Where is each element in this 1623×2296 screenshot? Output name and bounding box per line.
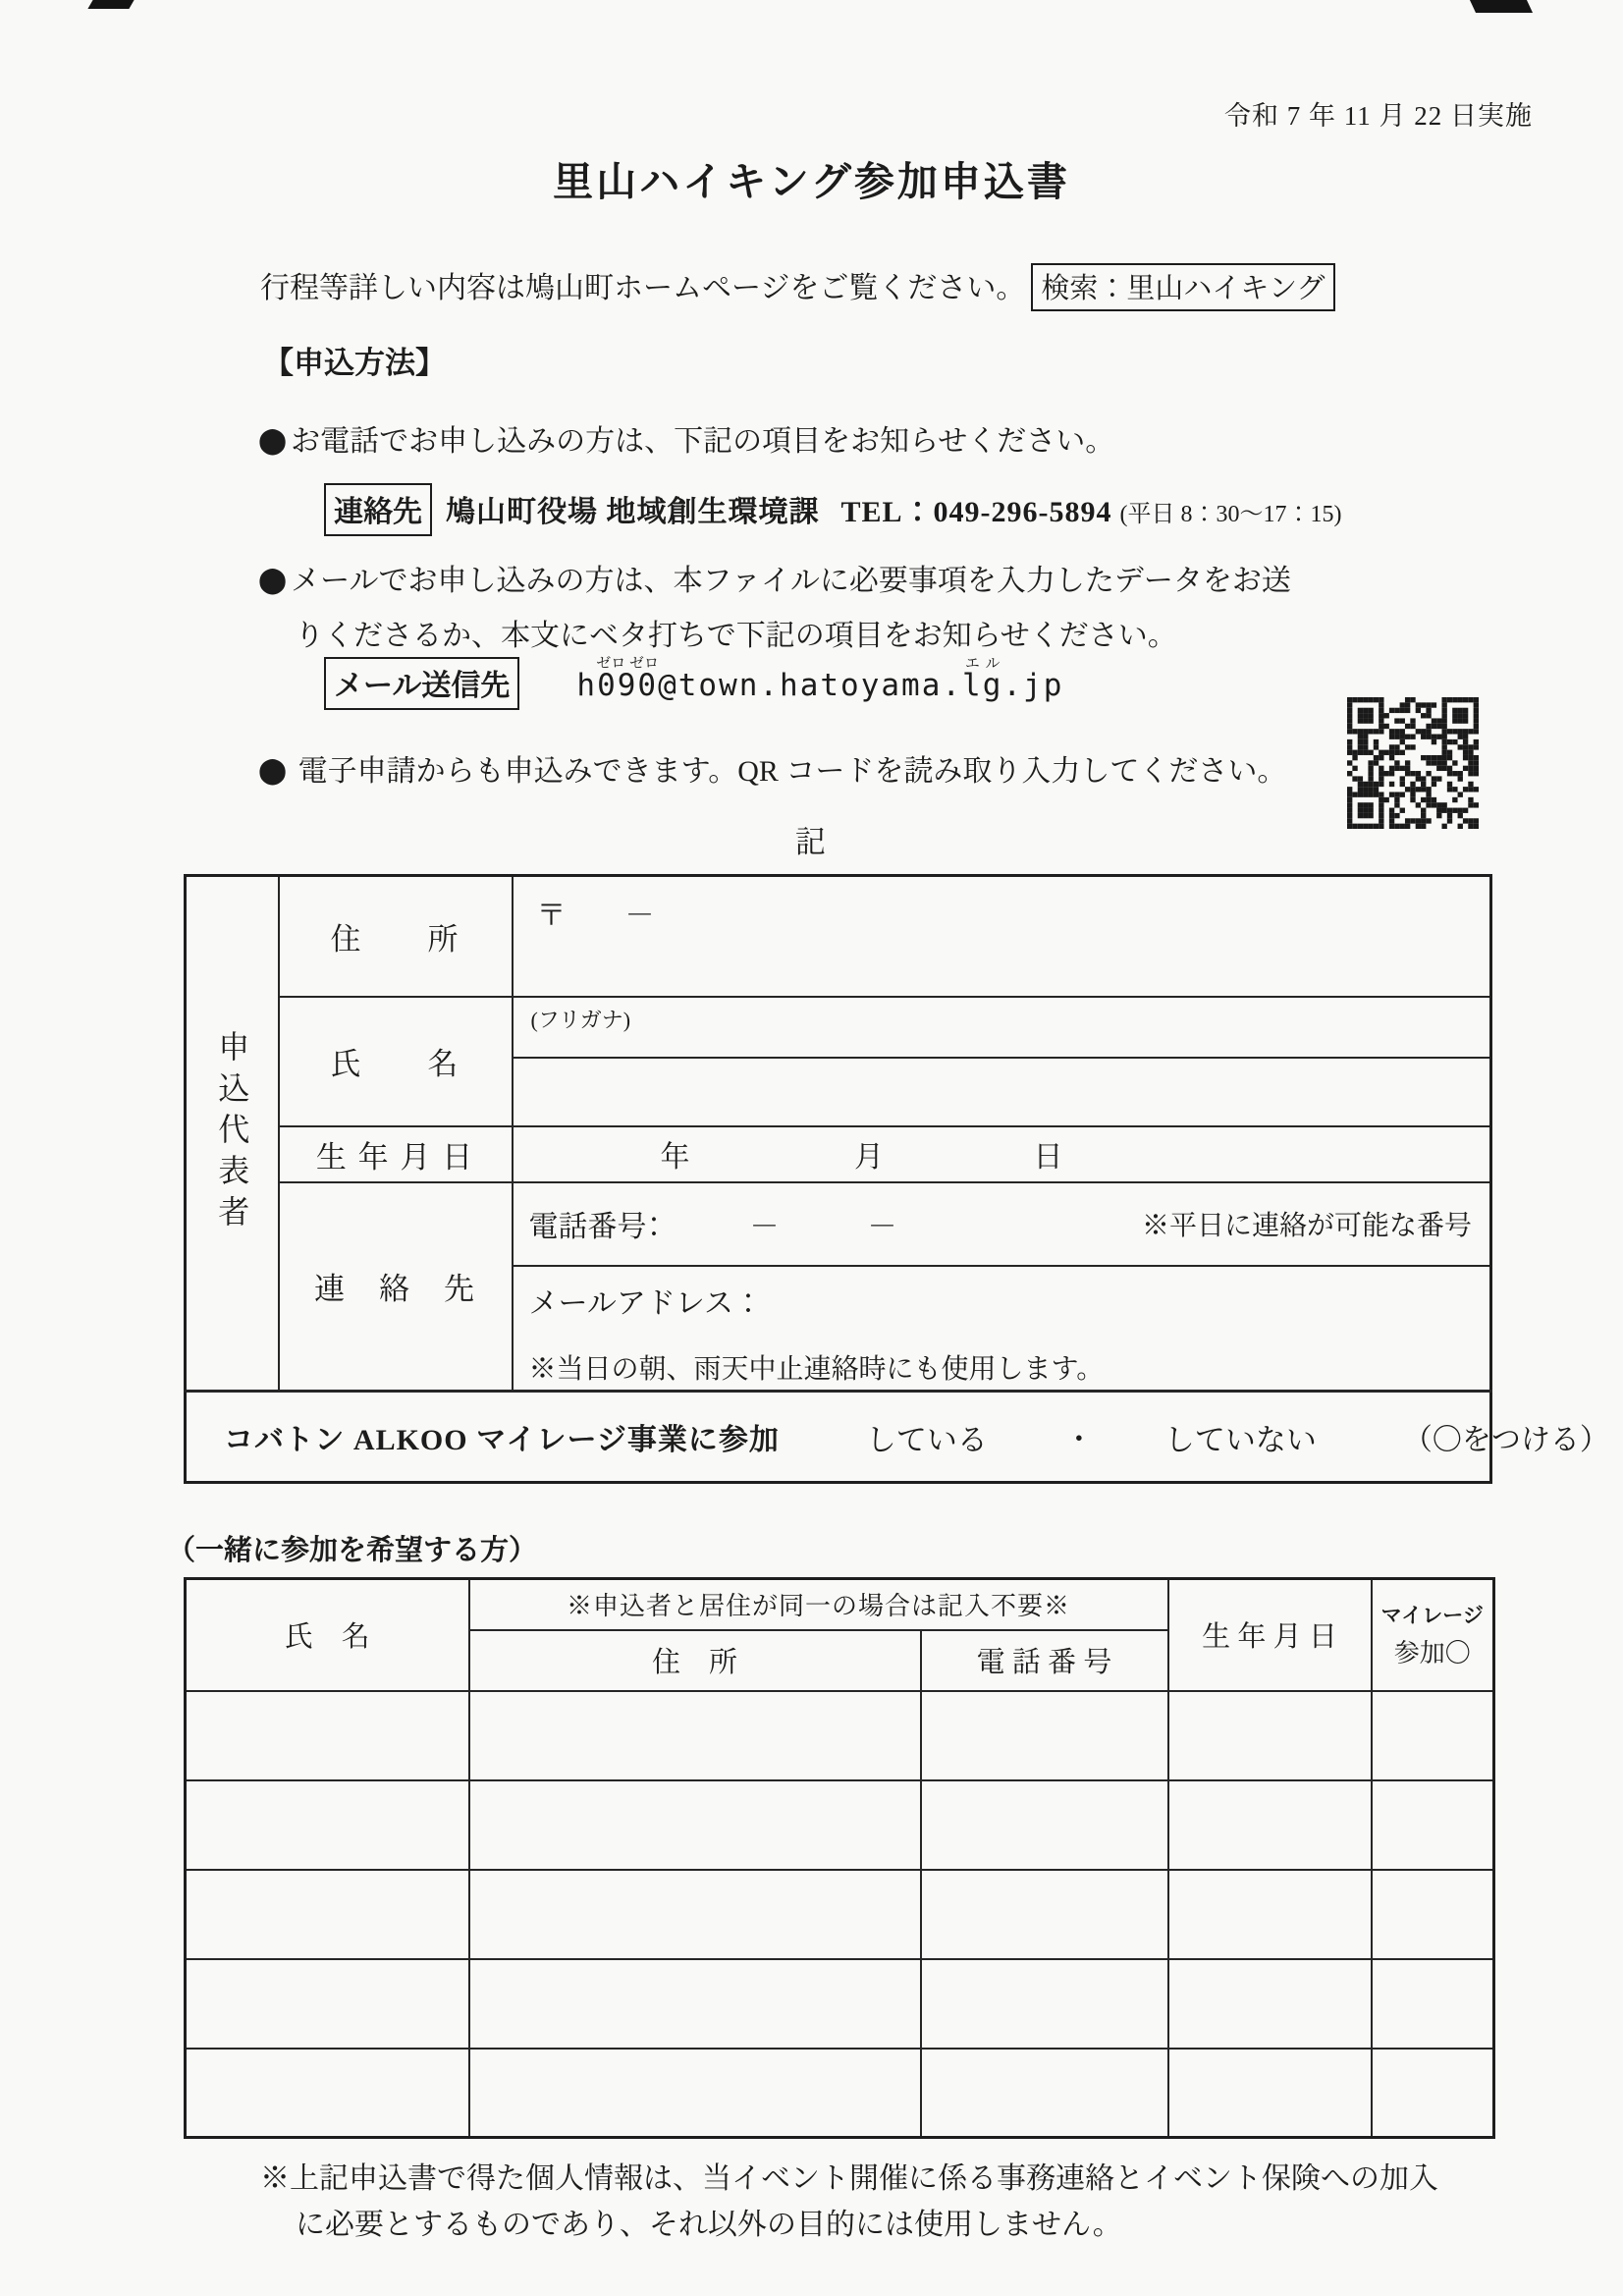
mail-destination-label-box: メール送信先 bbox=[324, 657, 519, 710]
scan-artifact bbox=[1470, 0, 1533, 13]
event-date-note: 令和 7 年 11 月 22 日実施 bbox=[1224, 101, 1533, 131]
companion-name-header: 氏 名 bbox=[186, 1579, 469, 1691]
contact-info-line bbox=[324, 483, 1342, 536]
companion-empty-cell bbox=[186, 1691, 469, 1780]
contact-label-box: 連絡先 bbox=[324, 483, 432, 536]
companion-row bbox=[186, 1959, 1494, 2049]
year-unit: 年 bbox=[660, 1141, 690, 1174]
scan-artifact bbox=[87, 0, 134, 9]
furigana-l: エル bbox=[962, 656, 1003, 672]
circle-instruction: （〇をつける） bbox=[1402, 1424, 1609, 1456]
email-input-area bbox=[513, 1266, 1491, 1392]
eapply-bullet: ⬤ 電子申請からも申込みできます。QR コードを読み取り入力してください。 bbox=[258, 755, 1287, 788]
phone-note: ※平日に連絡が可能な番号 bbox=[1141, 1211, 1472, 1241]
intro-text: 行程等詳しい内容は鳩山町ホームページをご覧ください。 bbox=[260, 272, 1026, 304]
same-residence-note-header: ※申込者と居住が同一の場合は記入不要※ bbox=[469, 1579, 1168, 1630]
companion-empty-cell bbox=[469, 1691, 921, 1780]
page-title: 里山ハイキング参加申込書 bbox=[553, 159, 1070, 204]
companion-empty-cell bbox=[469, 2049, 921, 2138]
companion-empty-cell bbox=[921, 1780, 1168, 1870]
name-label: 氏 名 bbox=[279, 997, 513, 1126]
day-unit: 日 bbox=[1033, 1141, 1063, 1174]
mileage-program-label: コバトン ALKOO マイレージ事業に参加 bbox=[224, 1424, 780, 1456]
option-separator: ・ bbox=[1063, 1424, 1094, 1456]
furigana-zero: ゼロ ゼロ bbox=[596, 656, 659, 672]
intro-line bbox=[260, 263, 1488, 311]
companion-empty-cell bbox=[1168, 1780, 1372, 1870]
bullet-icon: ⬤ bbox=[258, 566, 288, 594]
companion-mileage-header: マイレージ 参加〇 bbox=[1372, 1579, 1494, 1691]
month-unit: 月 bbox=[854, 1141, 884, 1174]
companion-row bbox=[186, 1780, 1494, 1870]
companion-empty-cell bbox=[469, 1870, 921, 1959]
privacy-note bbox=[260, 2157, 1438, 2248]
mail-application-bullet: ⬤ メールでお申し込みの方は、本ファイルに必要事項を入力したデータをお送 bbox=[258, 565, 1291, 597]
bullet-icon: ⬤ bbox=[258, 756, 288, 785]
email-address: h090ゼロ ゼロ@town.hatoyama.lgエル.jp bbox=[576, 656, 1064, 703]
companion-phone-header: 電 話 番 号 bbox=[921, 1630, 1168, 1691]
applicant-table bbox=[184, 874, 1609, 1484]
mileage-option-yes: している bbox=[865, 1422, 988, 1457]
qr-code bbox=[1347, 697, 1479, 829]
companion-empty-cell bbox=[186, 2049, 469, 2138]
address-label: 住 所 bbox=[279, 876, 513, 997]
companion-empty-cell bbox=[1168, 1959, 1372, 2049]
companions-caption: （一緒に参加を希望する方） bbox=[167, 1535, 538, 1566]
companion-address-header: 住 所 bbox=[469, 1630, 921, 1691]
mail-destination-line bbox=[324, 656, 1063, 710]
companion-birthdate-header: 生 年 月 日 bbox=[1168, 1579, 1372, 1691]
privacy-note-line1: ※上記申込書で得た個人情報は、当イベント開催に係る事務連絡とイベント保険への加入 bbox=[260, 2162, 1438, 2195]
office-hours: (平日 8：30～17：15) bbox=[1119, 502, 1342, 527]
phone-field-label: 電話番号： － － bbox=[528, 1211, 897, 1243]
name-input-area bbox=[513, 1058, 1491, 1126]
companion-empty-cell bbox=[469, 1959, 921, 2049]
bullet-icon: ⬤ bbox=[258, 426, 288, 455]
record-mark: 記 bbox=[795, 825, 828, 859]
companion-empty-cell bbox=[1168, 1870, 1372, 1959]
companion-empty-cell bbox=[186, 1959, 469, 2049]
contact-label: 連 絡 先 bbox=[279, 1182, 513, 1392]
companion-row bbox=[186, 1870, 1494, 1959]
companion-empty-cell bbox=[1168, 1691, 1372, 1780]
companion-empty-cell bbox=[1372, 2049, 1494, 2138]
applicant-group-label: 申込代表者 bbox=[186, 876, 279, 1392]
furigana-input-area: (フリガナ) bbox=[513, 997, 1491, 1058]
mail-application-bullet-line2: りくださるか、本文にベタ打ちで下記の項目をお知らせください。 bbox=[295, 620, 1177, 652]
application-method-heading: 【申込方法】 bbox=[263, 346, 446, 380]
contact-organization: 鳩山町役場 地域創生環境課 bbox=[446, 496, 820, 528]
companion-empty-cell bbox=[921, 1691, 1168, 1780]
companion-empty-cell bbox=[1372, 1959, 1494, 2049]
companion-empty-cell bbox=[186, 1780, 469, 1870]
mileage-option-no: していない bbox=[1163, 1422, 1317, 1457]
mileage-participation-row bbox=[186, 1392, 1609, 1483]
companion-empty-cell bbox=[469, 1780, 921, 1870]
companion-empty-cell bbox=[921, 2049, 1168, 2138]
companion-empty-cell bbox=[921, 1870, 1168, 1959]
phone-input-area bbox=[513, 1182, 1491, 1266]
address-input-area: 〒 － bbox=[513, 876, 1491, 997]
companion-row bbox=[186, 1691, 1494, 1780]
companions-table bbox=[184, 1577, 1495, 2139]
birthdate-input-area bbox=[513, 1126, 1491, 1182]
privacy-note-line2: に必要とするものであり、それ以外の目的には使用しません。 bbox=[296, 2208, 1122, 2241]
email-field-label: メールアドレス： bbox=[528, 1286, 763, 1320]
email-usage-note: ※当日の朝、雨天中止連絡時にも使用します。 bbox=[528, 1353, 1105, 1385]
companion-empty-cell bbox=[1168, 2049, 1372, 2138]
phone-application-bullet: ⬤ お電話でお申し込みの方は、下記の項目をお知らせください。 bbox=[258, 425, 1115, 458]
companion-empty-cell bbox=[1372, 1780, 1494, 1870]
search-keyword-box: 検索：里山ハイキング bbox=[1031, 263, 1334, 311]
companion-empty-cell bbox=[921, 1959, 1168, 2049]
companion-empty-cell bbox=[1372, 1691, 1494, 1780]
companion-row bbox=[186, 2049, 1494, 2138]
telephone-number: TEL：049-296-5894 bbox=[840, 496, 1112, 528]
companion-empty-cell bbox=[1372, 1870, 1494, 1959]
companion-empty-cell bbox=[186, 1870, 469, 1959]
birthdate-label: 生 年 月 日 bbox=[279, 1126, 513, 1182]
